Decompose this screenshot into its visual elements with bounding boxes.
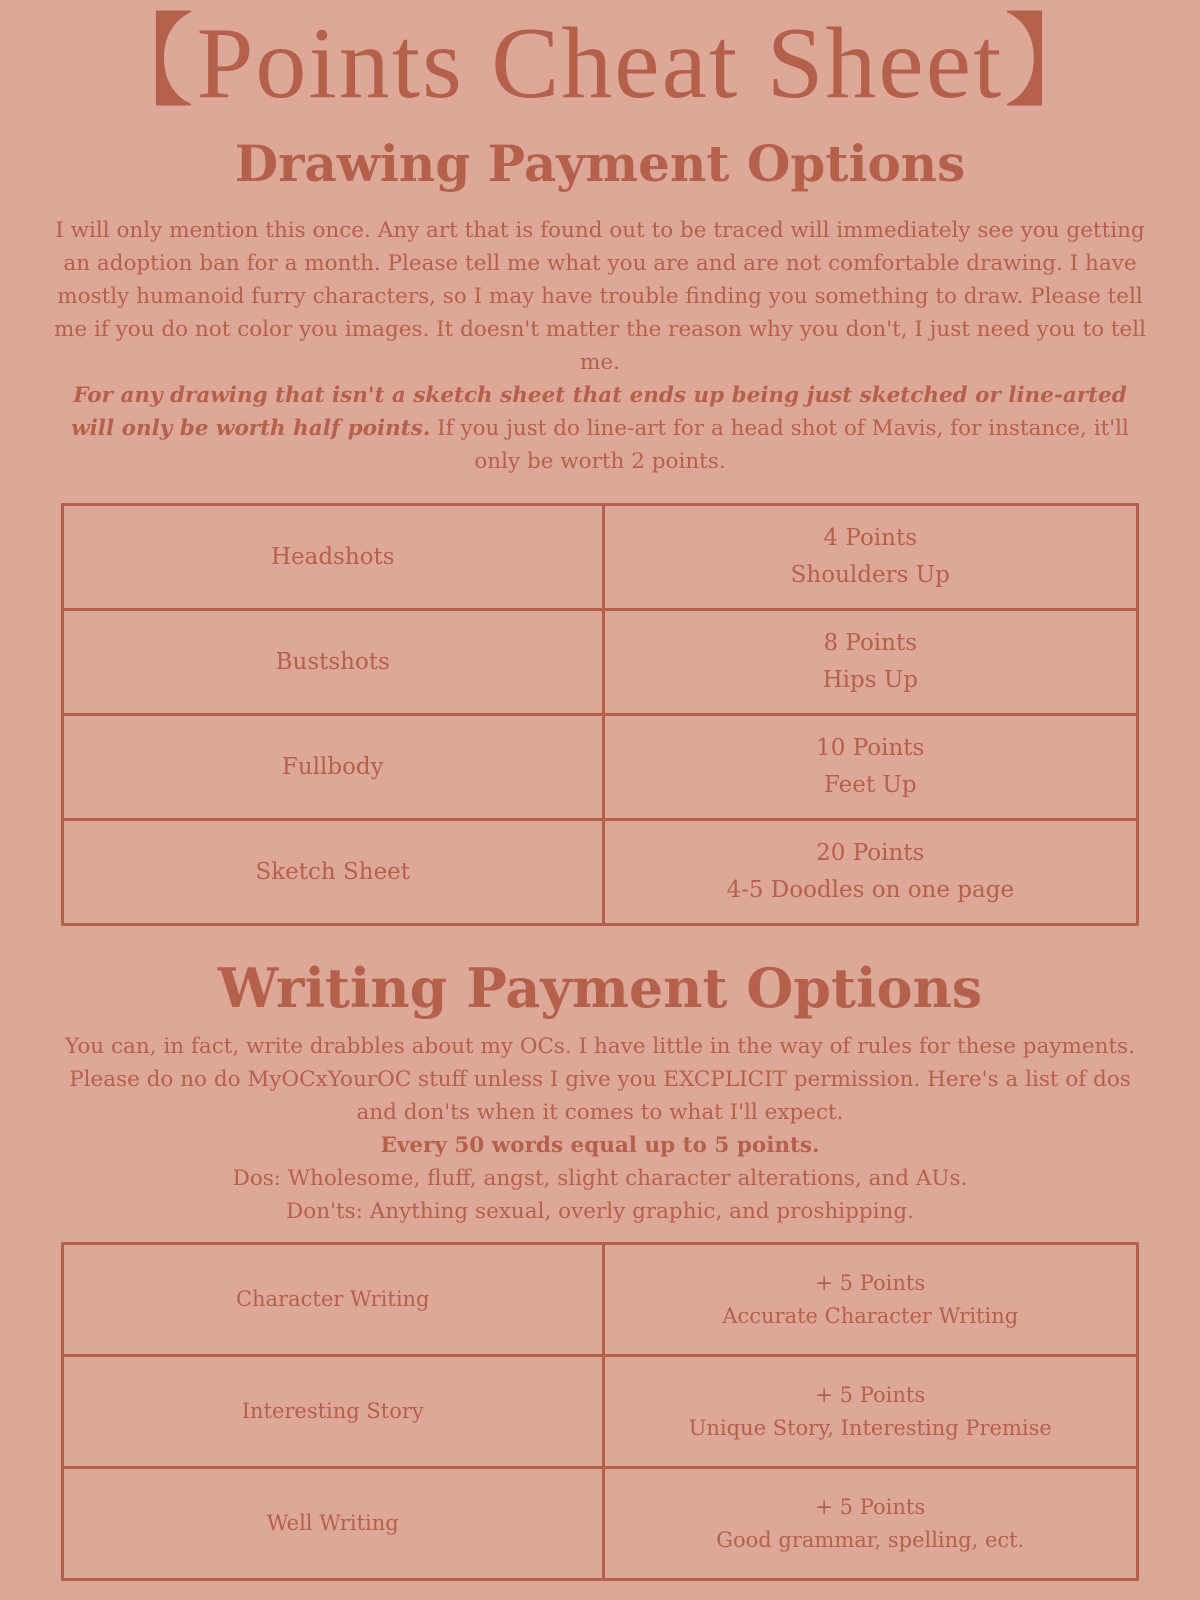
writing-points-table — [61, 1242, 1139, 1581]
table-row — [63, 610, 1138, 715]
points-value: 4 Points — [823, 525, 918, 551]
page-title: 【Points Cheat Sheet】 — [92, 7, 1108, 120]
writing-heading: Writing Payment Options — [217, 956, 983, 1020]
writing-type-value — [603, 1244, 1138, 1356]
table-row — [63, 1244, 1138, 1356]
table-row — [63, 505, 1138, 610]
drawing-type-label: Headshots — [63, 505, 604, 610]
drawing-type-value — [603, 820, 1138, 925]
writing-type-label: Interesting Story — [63, 1356, 604, 1468]
drawing-type-label: Fullbody — [63, 715, 604, 820]
drawing-points-table — [61, 503, 1139, 926]
table-row — [63, 820, 1138, 925]
writing-type-label: Well Writing — [63, 1468, 604, 1580]
drawing-half-points-note — [50, 379, 1150, 478]
table-row — [63, 1468, 1138, 1580]
writing-description — [50, 1030, 1150, 1228]
writing-type-value — [603, 1356, 1138, 1468]
points-value: + 5 Points — [815, 1382, 926, 1407]
drawing-description — [50, 214, 1150, 478]
drawing-type-value — [603, 505, 1138, 610]
points-detail: Feet Up — [823, 772, 917, 798]
writing-type-label: Character Writing — [63, 1244, 604, 1356]
drawing-emphasis-follow: If you just do line-art for a head shot of Mavis, for instance, it'll only be worth 2 points. — [430, 416, 1129, 474]
writing-type-value — [603, 1468, 1138, 1580]
table-row — [63, 715, 1138, 820]
points-value: 10 Points — [816, 735, 925, 761]
points-detail: Hips Up — [822, 667, 918, 693]
drawing-intro: I will only mention this once. Any art that is found out to be traced will immediately see you getting an adoption ban for a month. Please tell me what you are and are not comfortable drawing. I have mostly humanoid furry characters, so I may have trouble finding you something to draw. Please tell me if you do not color you images. It doesn't matter the reason why you don't, I just need you to tell me. — [54, 218, 1146, 375]
points-value: + 5 Points — [815, 1270, 926, 1295]
table-row — [63, 1356, 1138, 1468]
drawing-emphasis-text: For any drawing that isn't a sketch sheet that ends up being just sketched or line-arted will only be worth half points. — [71, 383, 1127, 441]
points-value: + 5 Points — [815, 1494, 926, 1519]
points-value: 8 Points — [823, 630, 918, 656]
points-detail: Unique Story, Interesting Premise — [688, 1415, 1052, 1440]
writing-intro: You can, in fact, write drabbles about my OCs. I have little in the way of rules for these payments. Please do no do MyOCxYourOC stuff unless I give you EXCPLICIT permission. Here's a list of dos and don'ts when it comes to what I'll expect. — [65, 1034, 1135, 1125]
writing-rule: Every 50 words equal up to 5 points. — [380, 1133, 820, 1158]
points-detail: 4-5 Doodles on one page — [726, 877, 1015, 903]
points-detail: Accurate Character Writing — [722, 1303, 1019, 1328]
drawing-type-label: Bustshots — [63, 610, 604, 715]
drawing-type-value — [603, 610, 1138, 715]
drawing-type-label: Sketch Sheet — [63, 820, 604, 925]
drawing-type-value — [603, 715, 1138, 820]
drawing-heading: Drawing Payment Options — [234, 134, 966, 193]
writing-dos: Dos: Wholesome, fluff, angst, slight character alterations, and AUs. — [232, 1166, 968, 1191]
points-value: 20 Points — [816, 840, 925, 866]
points-detail: Good grammar, spelling, ect. — [716, 1527, 1025, 1552]
points-detail: Shoulders Up — [790, 562, 950, 588]
writing-donts: Don'ts: Anything sexual, overly graphic, and proshipping. — [286, 1199, 914, 1224]
